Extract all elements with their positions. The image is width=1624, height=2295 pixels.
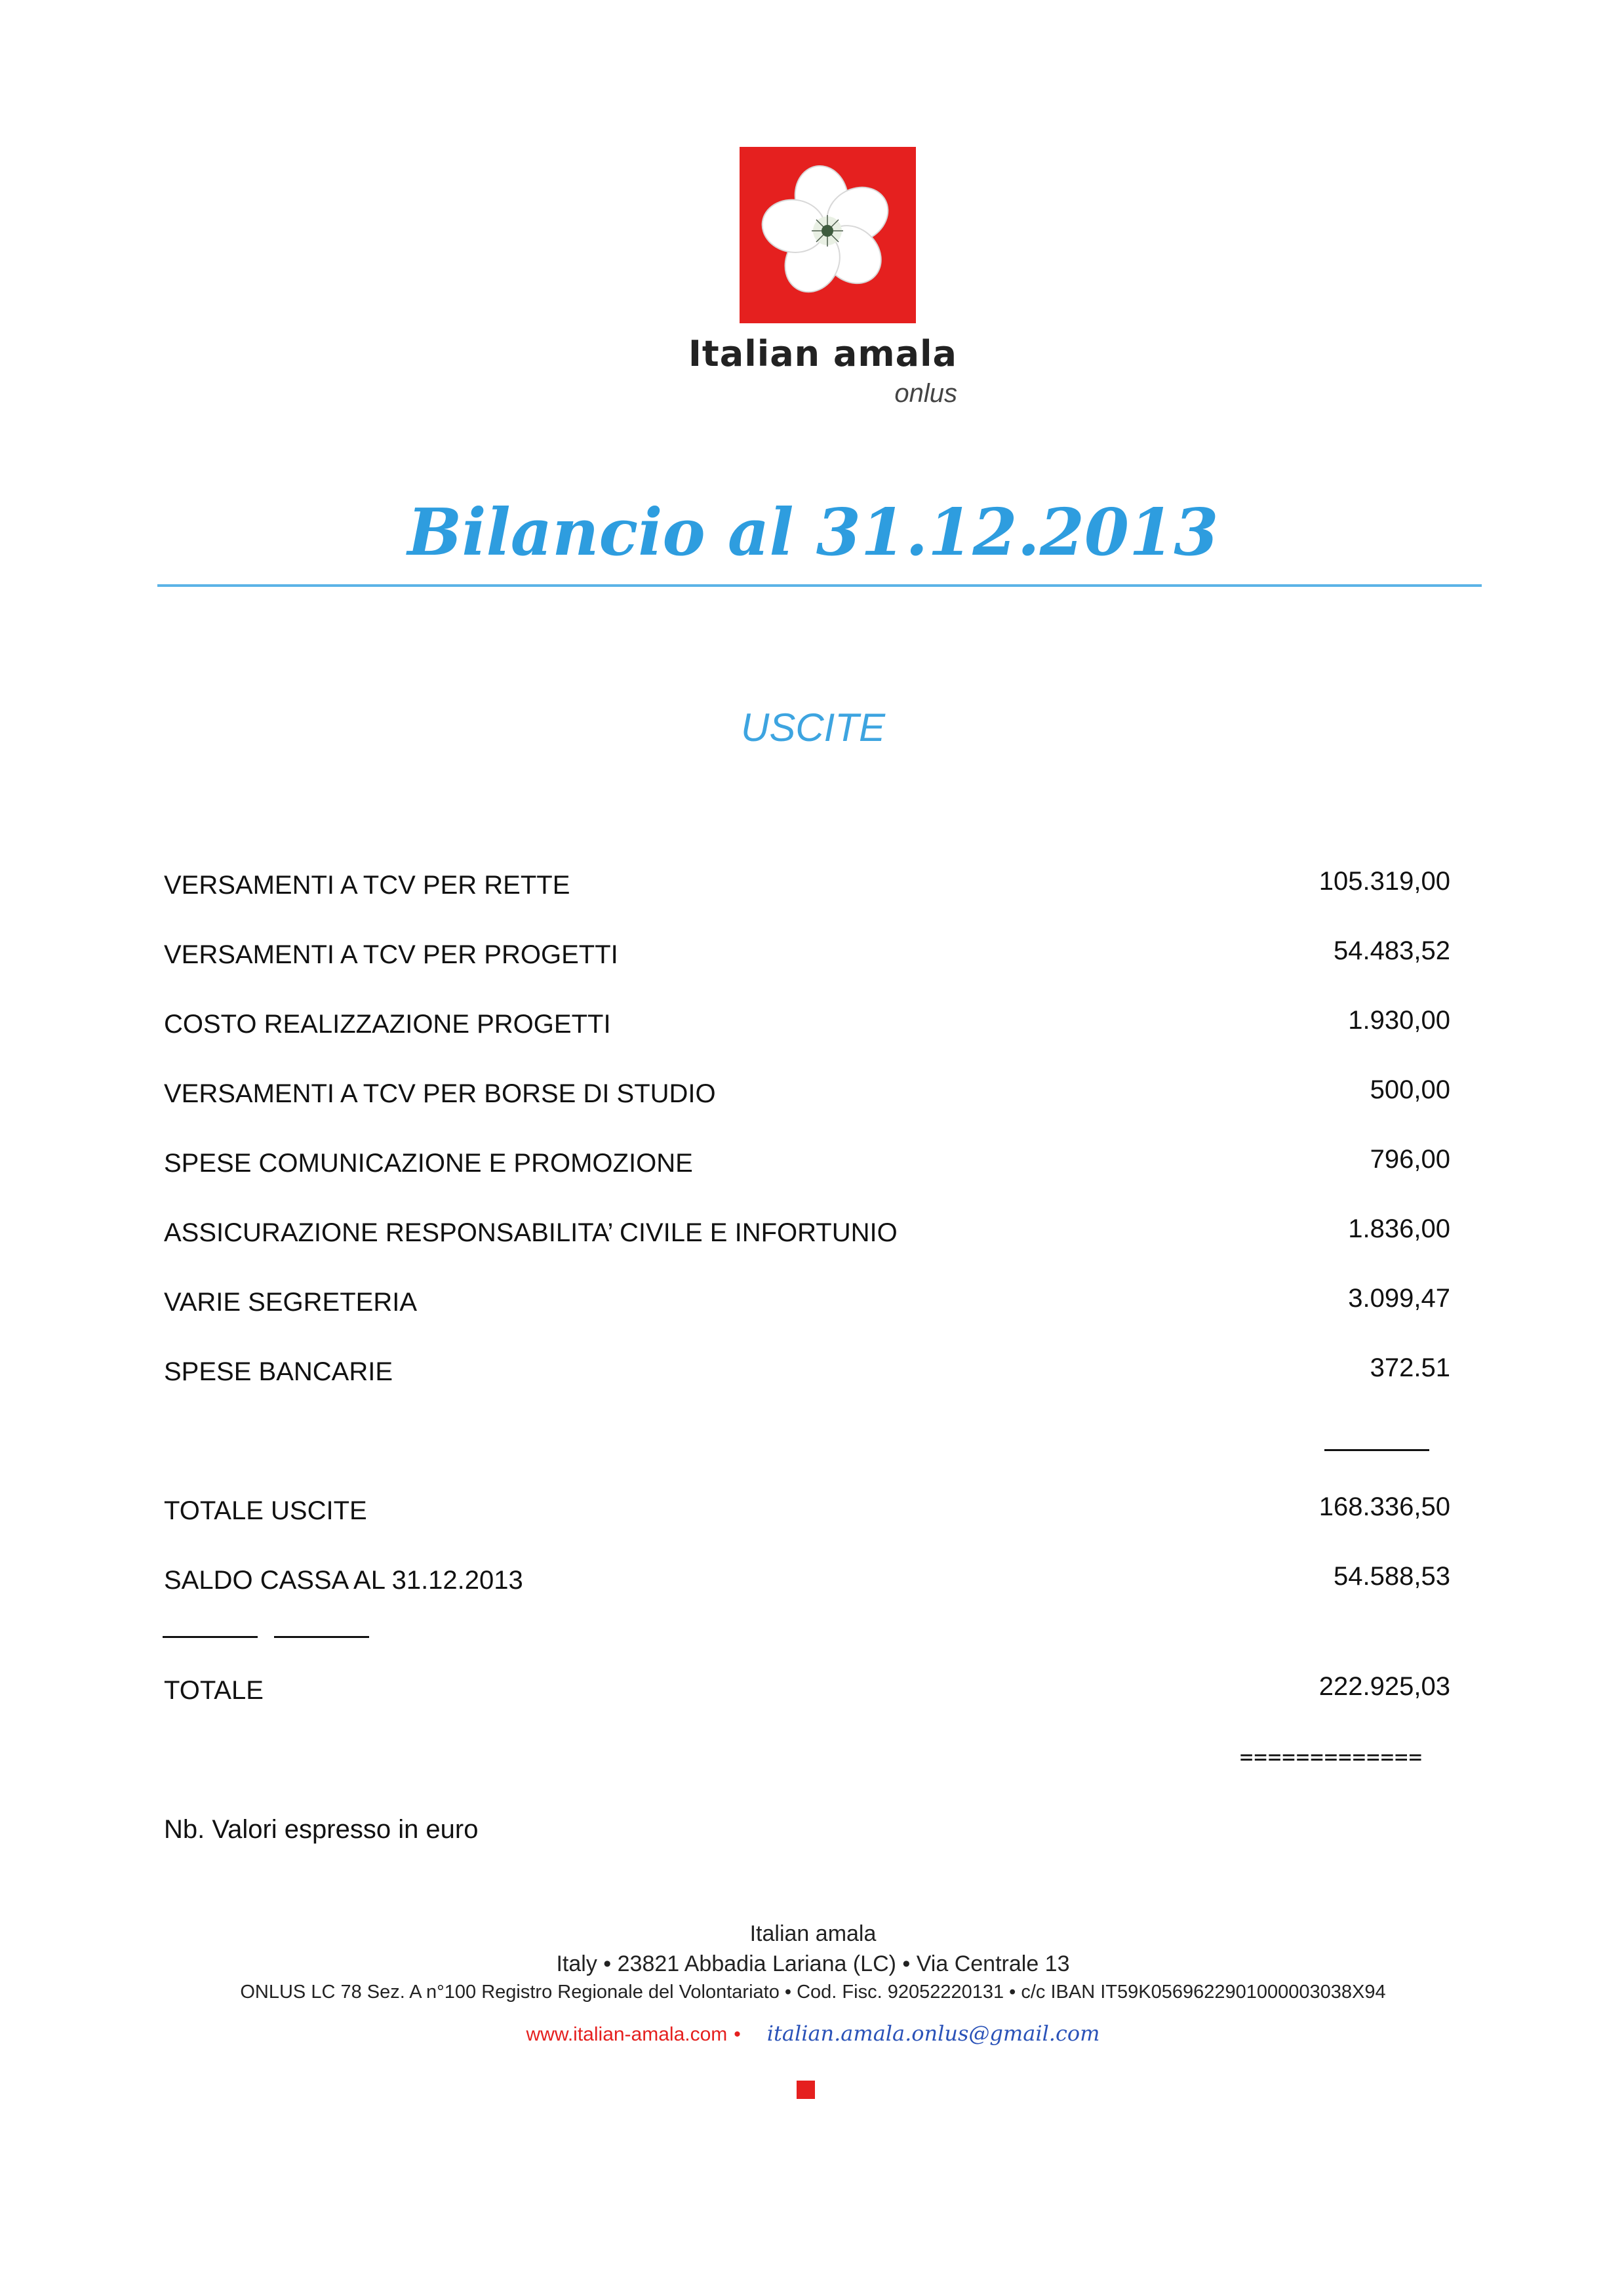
row-label: VERSAMENTI A TCV PER BORSE DI STUDIO — [164, 1079, 716, 1108]
row-label: VARIE SEGRETERIA — [164, 1288, 418, 1317]
row-label: VERSAMENTI A TCV PER RETTE — [164, 871, 570, 900]
balance-label: SALDO CASSA AL 31.12.2013 — [164, 1566, 523, 1595]
footer-registry: ONLUS LC 78 Sez. A n°100 Registro Regionale del Volontariato • Cod. Fisc. 92052220131 • c/c IBAN IT59K0569622901000003038X94 — [240, 1982, 1386, 2003]
total-value: 168.336,50 — [1318, 1492, 1450, 1521]
section-heading: USCITE — [740, 706, 886, 749]
currency-note: Nb. Valori espresso in euro — [164, 1815, 479, 1844]
row-value: 1.836,00 — [1348, 1214, 1450, 1243]
row-label: ASSICURAZIONE RESPONSABILITA’ CIVILE E INFORTUNIO — [164, 1218, 898, 1247]
row-value: 500,00 — [1370, 1075, 1450, 1104]
row-value: 3.099,47 — [1348, 1284, 1450, 1313]
logo-subtitle: onlus — [894, 379, 957, 408]
red-square-mark — [797, 2081, 815, 2099]
footer-org: Italian amala — [749, 1921, 877, 1946]
row-label: SPESE COMUNICAZIONE E PROMOZIONE — [164, 1149, 693, 1178]
total-rule — [274, 1636, 369, 1638]
row-value: 372.51 — [1370, 1353, 1450, 1382]
separator-dot: • — [734, 2024, 741, 2045]
footer-address: Italy • 23821 Abbadia Lariana (LC) • Via Centrale 13 — [556, 1951, 1070, 1976]
flower-icon — [740, 147, 916, 323]
logo — [740, 147, 916, 323]
subtotal-rule — [1324, 1449, 1429, 1451]
title-divider — [157, 584, 1482, 587]
row-label: SPESE BANCARIE — [164, 1357, 393, 1386]
row-value: 796,00 — [1370, 1145, 1450, 1174]
document-title: Bilancio al 31.12.2013 — [407, 495, 1219, 570]
row-label: COSTO REALIZZAZIONE PROGETTI — [164, 1010, 611, 1039]
balance-value: 54.588,53 — [1334, 1562, 1450, 1591]
logo-name: Italian amala — [688, 333, 957, 374]
website-link[interactable]: www.italian-amala.com — [526, 2024, 728, 2045]
handwritten-email: italian.amala.onlus@gmail.com — [766, 2021, 1100, 2046]
grand-total-value: 222.925,03 — [1318, 1672, 1450, 1701]
grand-total-label: TOTALE — [164, 1676, 264, 1705]
row-label: VERSAMENTI A TCV PER PROGETTI — [164, 940, 618, 969]
double-underline: ============= — [1239, 1744, 1423, 1770]
total-rule — [163, 1636, 258, 1638]
row-value: 54.483,52 — [1334, 936, 1450, 965]
row-value: 105.319,00 — [1318, 867, 1450, 896]
total-label: TOTALE USCITE — [164, 1496, 367, 1525]
footer-contacts — [92, 2021, 1534, 2046]
row-value: 1.930,00 — [1348, 1006, 1450, 1035]
